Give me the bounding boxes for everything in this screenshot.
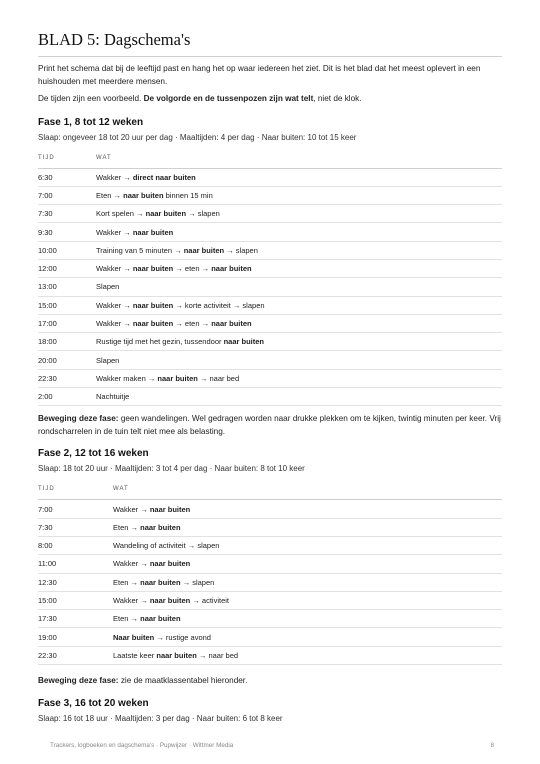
table-row [38, 186, 502, 204]
phase-3-heading: Fase 3, 16 tot 20 weken [38, 697, 149, 709]
activity-emphasis: Naar buiten [113, 632, 155, 642]
activity-cell [96, 241, 502, 259]
activity-text: Slapen [96, 355, 120, 365]
activity-emphasis: naar buiten [123, 190, 164, 200]
activity-cell [113, 518, 502, 536]
activity-text: → slapen [224, 245, 258, 255]
activity-cell [96, 369, 502, 387]
time-cell: 18:00 [38, 333, 96, 351]
intro-paragraph: Print het schema dat bij de leeftijd past en hang het op waar iedereen het ziet. Dit is het blad dat het meest oplevert in een huishouden met meerdere mensen. [38, 64, 481, 86]
time-cell: 13:00 [38, 278, 96, 296]
activity-cell [96, 186, 502, 204]
activity-text: Eten → [113, 577, 141, 587]
time-cell: 12:00 [38, 259, 96, 277]
activity-cell [113, 500, 502, 518]
table-row [38, 278, 502, 296]
activity-text: Wakker → [113, 504, 150, 514]
activity-text: Wakker → [113, 595, 150, 605]
table-row [38, 646, 502, 664]
time-cell: 15:00 [38, 591, 113, 609]
activity-text: → slapen [180, 577, 215, 587]
activity-text: Nachtuitje [96, 392, 130, 402]
table-row [38, 388, 502, 406]
activity-cell [96, 314, 502, 332]
phase-1-schedule-table [38, 148, 502, 407]
activity-text: Wakker → [96, 227, 133, 237]
phase-1-meta: Slaap: ongeveer 18 tot 20 uur per dag · Maaltijden: 4 per dag · Naar buiten: 10 tot 15 keer [38, 132, 357, 142]
activity-emphasis: naar buiten [223, 337, 265, 347]
table-row [38, 610, 502, 628]
table-row [38, 333, 502, 351]
column-header-time: TIJD [38, 148, 96, 169]
column-header-what: WAT [113, 479, 502, 500]
table-row [38, 296, 502, 314]
time-cell: 15:00 [38, 296, 96, 314]
activity-emphasis: naar buiten [149, 559, 191, 569]
table-row [38, 555, 502, 573]
activity-text: Wandeling of activiteit → slapen [113, 541, 220, 551]
time-cell: 19:00 [38, 628, 113, 646]
activity-text: Eten → [113, 614, 141, 624]
table-row [38, 518, 502, 536]
activity-text: binnen 15 min [163, 190, 213, 200]
activity-text: Wakker → [96, 264, 133, 274]
activity-text: Laatste keer [113, 650, 157, 660]
activity-text: Training van 5 minuten → [96, 245, 184, 255]
page-title: BLAD 5: Dagschema's [38, 30, 502, 57]
activity-text: Wakker maken → [96, 373, 158, 383]
activity-emphasis: naar buiten [132, 300, 174, 310]
activity-text: Eten → [113, 522, 141, 532]
activity-text: Wakker → [113, 559, 150, 569]
phase-3-meta: Slaap: 16 tot 18 uur · Maaltijden: 3 per dag · Naar buiten: 6 tot 8 keer [38, 713, 283, 723]
table-row [38, 591, 502, 609]
activity-cell [113, 646, 502, 664]
activity-text: → rustige avond [154, 632, 211, 642]
activity-text: Wakker → [96, 319, 133, 329]
activity-emphasis: naar buiten [132, 227, 174, 237]
activity-text: → slapen [186, 209, 220, 219]
activity-text: → activiteit [190, 595, 230, 605]
table-row [38, 223, 502, 241]
activity-cell [113, 573, 502, 591]
activity-text: → naar bed [197, 373, 240, 383]
activity-emphasis: naar buiten [140, 577, 181, 587]
time-cell: 17:00 [38, 314, 96, 332]
table-row [38, 573, 502, 591]
activity-cell [96, 333, 502, 351]
page-number: 8 [490, 742, 494, 749]
activity-text: Eten → [96, 190, 124, 200]
activity-emphasis: naar buiten [211, 264, 252, 274]
table-row [38, 536, 502, 554]
activity-text: → naar bed [196, 650, 239, 660]
activity-emphasis: naar buiten [183, 245, 225, 255]
time-cell: 20:00 [38, 351, 96, 369]
time-cell: 7:00 [38, 186, 96, 204]
time-cell: 22:30 [38, 646, 113, 664]
activity-cell [96, 223, 502, 241]
activity-cell [113, 610, 502, 628]
footer-text: Trackers, logboeken en dagschema's · Pupwijzer · Wittmer Media [50, 742, 234, 749]
activity-cell [96, 168, 502, 186]
time-cell: 17:30 [38, 610, 113, 628]
activity-cell [96, 259, 502, 277]
activity-cell [113, 536, 502, 554]
table-row [38, 369, 502, 387]
document-page [38, 30, 502, 723]
table-row [38, 500, 502, 518]
activity-cell [96, 351, 502, 369]
activity-text: Kort spelen → [96, 209, 146, 219]
phase-2-beweging: Beweging deze fase: zie de maatklassentabel hieronder. [38, 676, 248, 686]
time-cell: 9:30 [38, 223, 96, 241]
activity-cell [113, 555, 502, 573]
table-row [38, 314, 502, 332]
time-cell: 11:00 [38, 555, 113, 573]
time-cell: 7:30 [38, 518, 113, 536]
phase-2-meta: Slaap: 18 tot 20 uur · Maaltijden: 3 tot 4 per dag · Naar buiten: 8 tot 10 keer [38, 464, 305, 474]
phase-1-beweging: Beweging deze fase: geen wandelingen. Wel gedragen worden naar drukke plekken om te kijken, twintig minuten per keer. Vrij rondscharrelen in de tuin telt niet mee als belasting. [38, 414, 501, 436]
activity-text: Slapen [96, 282, 120, 292]
activity-cell [113, 628, 502, 646]
activity-text: Wakker → [96, 172, 133, 182]
activity-cell [113, 591, 502, 609]
table-header-row [38, 479, 502, 500]
activity-emphasis: naar buiten [140, 522, 181, 532]
time-cell: 12:30 [38, 573, 113, 591]
time-cell: 8:00 [38, 536, 113, 554]
activity-emphasis: direct naar buiten [132, 172, 196, 182]
table-row [38, 351, 502, 369]
table-row [38, 241, 502, 259]
table-row [38, 205, 502, 223]
time-cell: 7:00 [38, 500, 113, 518]
activity-emphasis: naar buiten [132, 319, 174, 329]
time-cell: 7:30 [38, 205, 96, 223]
phase-2-heading: Fase 2, 12 tot 16 weken [38, 448, 149, 460]
table-row [38, 168, 502, 186]
activity-text: Rustige tijd met het gezin, tussendoor [96, 337, 224, 347]
activity-emphasis: naar buiten [156, 650, 197, 660]
activity-text: Wakker → [96, 300, 133, 310]
activity-emphasis: naar buiten [140, 614, 181, 624]
page-footer [50, 742, 494, 749]
time-cell: 10:00 [38, 241, 96, 259]
phase-1-heading: Fase 1, 8 tot 12 weken [38, 116, 144, 128]
activity-emphasis: naar buiten [211, 319, 252, 329]
time-cell: 2:00 [38, 388, 96, 406]
activity-cell [96, 388, 502, 406]
time-cell: 22:30 [38, 369, 96, 387]
activity-emphasis: naar buiten [149, 595, 191, 605]
column-header-what: WAT [96, 148, 502, 169]
activity-cell [96, 296, 502, 314]
table-row [38, 628, 502, 646]
activity-cell [96, 205, 502, 223]
intro-note: De tijden zijn een voorbeeld. De volgorde en de tussenpozen zijn wat telt, niet de klok. [38, 94, 362, 103]
activity-emphasis: naar buiten [149, 504, 191, 514]
activity-emphasis: naar buiten [145, 209, 187, 219]
phase-2-schedule-table [38, 479, 502, 665]
activity-text: → eten → [173, 264, 212, 274]
activity-text: → eten → [173, 319, 212, 329]
table-row [38, 259, 502, 277]
table-header-row [38, 148, 502, 169]
activity-cell [96, 278, 502, 296]
time-cell: 6:30 [38, 168, 96, 186]
activity-emphasis: naar buiten [157, 373, 198, 383]
column-header-time: TIJD [38, 479, 113, 500]
activity-emphasis: naar buiten [132, 264, 174, 274]
activity-text: → korte activiteit → slapen [173, 300, 265, 310]
